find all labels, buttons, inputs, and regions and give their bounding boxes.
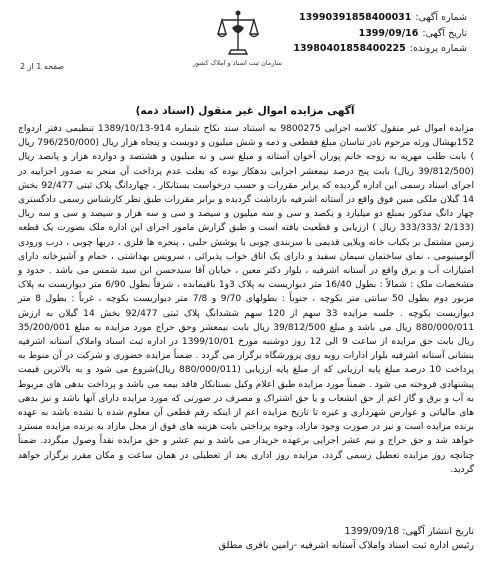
- notice-footer: [174, 525, 474, 553]
- publish-date: 1399/09/18: [344, 526, 400, 537]
- notice-body-text: مزایده اموال غیر منقول کلاسه اجرایی 9800275 به استناد سند نکاح شماره 914-1389/10/13 تنظیمی دفتر ازدواج 152بهشال ورثه مرحوم نادر تناسان مبلغ فقطعی و ذمه و شش میلیون و دویست و پنجاه هزار ریال (796/250/000 ریال ) بابت طلب مهریه به زوجه خانم پوران آخوان آستانه و مبلغ سی و نه میلیون و هشتصد و دوازده هزار و پانصد ریال (39/812/500 ریال) بابت پنج درصد نیمعشر اجرایی بدهکار بوده که بعلت عدم پرداخت آن منجر به صدور اجراییه در اجرای اسناد رسمی این اداره گردیده که برابر مقررات و حسب درخواست بستانکار ، چهاردانگ پلاک ثبتی 92/477 بخش 14 گیلان ملکی مبین فوق واقع در آستانه اشرفیه بازداشت گردیده و برابر مقررات طبق نظر کارشناس رسمی دادگستری چهار دانگ مذکور بمبلغ دو میلیارد و یکصد و سی و سه میلیون و سیصد و سی و سه هزار و سیصد و سی و سه ریال (2/133 /333/333 ریال ) ارزیابی و قطعیت یافته است و طبق گزارش مامور اجرای این اداره ملک بصورت یک قطعه زمین مشتمل بر یکباب خانه ویلایی قدیمی با سربندی چوبی با پوشش حلبی ، پنجره ها فلزی ، دربها چوبی ، درب ورودی آلومینیومی ، نمای ساختمان سیمان سفید و دارای یک اتاق خواب پذیرائی ، سرویس بهداشتی ، حمام و آشپزخانه دارای امتیازات آب و برق واقع در آستانه اشرفیه ، بلوار دکتر معین ، خیابان آقا سیدحسن ابن سید شمس می باشد . حدود و مشخصات ملک : شمالاً : بطول 16/40 متر دیواریست به پلاک 3و1 باقیمانده ، شرقاً بطول 6/90 متر دیواریست به پلاک مزبور دوم بطول 50 سانتی متر بکوچه ، جنوباً : بطولهای 9/70 و 7/8 متر دیواریست بکوچه ، غرباً : بطول 8 متر دیواریست بکوچه . جلسه مزایده 33 سهم از 120 سهم ششدانگ پلاک ثبتی 92/477 بخش 14 گیلان به ارزش 880/000/011 ریال می باشد و مبلغ 39/812/500 ریال بابت نیمعشر وحق حراج مورد مزایده به مبلغ 35/200/001 ریال بابت حق مزایده از ساعت 9 الی 12 روز دوشنبه مورخ 1399/10/01 در اداره ثبت اسناد واملاک آستانه اشرفیه بنشانی آستانه اشرفیه بلوار ادارات روبه روی پرورشگاه برگزار می گردد . ضمناً مزایده حضوری و شرکت در آن منوط به پرداخت 10 درصد مبلغ پایه ارزیابی که از مبلغ پایه ارزیابی (880/000/011 ریال)شروع می شود و به بالاترین قیمت پیشنهادی فروخته می شود . ضمناً مورد مزایده طبق اعلام وکیل بستانکار فاقد بیمه می باشد و پرداخت بدهی های مربوط به آب و برق و گاز اعم از حق انشعاب و یا حق اشتراک و مصرف در صورتی که مورد مزایده دارای آنها باشد و نیز بدهی های مالیاتی و عوارض شهرداری و غیره تا تاریخ مزایده اعم از اینکه رقم قطعی آن معلوم شده یا نشده باشد به عهده برنده مزایده است و نیز در صورت وجود مازاد، وجوه پرداختی بابت هزینه های فوق از محل مازاد به برنده مزایده مسترد خواهد شد و حق حراج و نیم عشر اجرایی برعهده خریدار می باشد و نیم عشر و حق مزایده نقداً وصول میگردد. ضمناً چنانچه روز مزایده تعطیل رسمی گردد، مزایده روز اداری بعد از تعطیلی در همان ساعت و مکان مقرر برگزار خواهد گردید.: [18, 124, 475, 475]
- notice-body: [18, 122, 474, 477]
- page-indicator: صفحه 1 از 2: [20, 62, 65, 71]
- organization-emblem: [190, 8, 285, 78]
- case-number-label: شماره پرونده:: [409, 43, 467, 54]
- ad-number-label: شماره آگهی:: [415, 12, 467, 23]
- case-number: 13980401858400225: [293, 43, 406, 54]
- signature: رئیس اداره ثبت اسناد واملاک آستانه اشرفیه -رامین باقری مطلق: [218, 540, 474, 551]
- scales-of-justice-icon: [216, 8, 260, 58]
- ad-date: 1399/09/16: [358, 27, 419, 39]
- ad-number: 13990391858400031: [299, 12, 412, 23]
- notice-title: آگهی مزایده اموال غیر منقول (اسناد ذمه): [135, 105, 355, 117]
- publish-date-label: تاریخ انتشار آگهی:: [402, 526, 474, 537]
- organization-name: سازمان ثبت اسناد و املاک کشور: [193, 59, 282, 67]
- publish-date-row: [174, 525, 474, 539]
- ad-date-label: تاریخ آگهی:: [422, 27, 467, 39]
